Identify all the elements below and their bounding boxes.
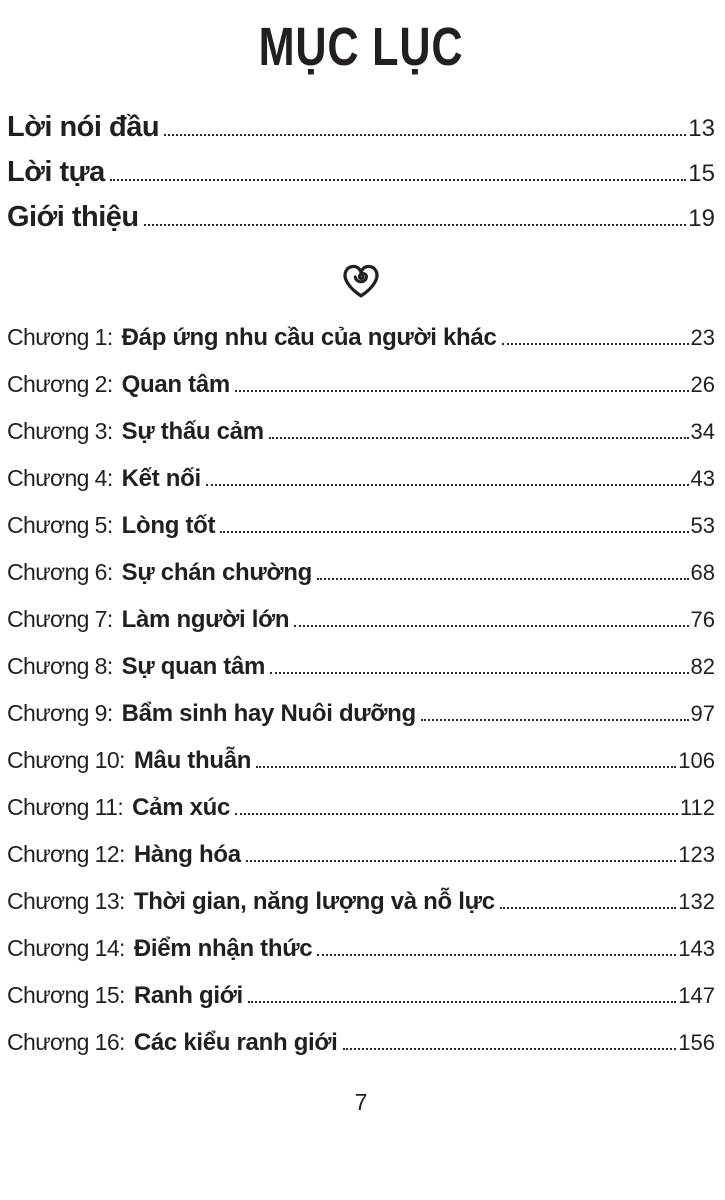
dot-leader xyxy=(248,1001,676,1003)
chapter-page-number: 23 xyxy=(690,325,715,350)
chapters-section xyxy=(7,324,715,1076)
chapter-title: Bẩm sinh hay Nuôi dưỡng xyxy=(121,700,416,727)
page-number: 15 xyxy=(688,160,715,187)
chapter-title: Hàng hóa xyxy=(133,841,241,868)
chapter-row xyxy=(7,700,715,747)
chapter-title: Sự quan tâm xyxy=(121,653,266,680)
chapter-title: Cảm xúc xyxy=(132,794,231,821)
chapter-page-number: 76 xyxy=(690,607,715,632)
toc-entry xyxy=(7,111,715,156)
chapter-label: Chương 5: xyxy=(7,512,113,538)
chapter-title: Thời gian, năng lượng và nỗ lực xyxy=(133,888,495,915)
chapter-page-number: 68 xyxy=(690,560,715,585)
chapter-title: Các kiểu ranh giới xyxy=(133,1029,338,1056)
chapter-page-number: 43 xyxy=(690,466,715,491)
chapter-title: Ranh giới xyxy=(133,982,243,1009)
front-matter-label: Lời nói đầu xyxy=(7,111,160,143)
footer-page-number: 7 xyxy=(354,1089,368,1115)
chapter-row xyxy=(7,465,715,512)
dot-leader xyxy=(235,813,678,815)
chapter-row xyxy=(7,1029,715,1076)
chapter-page-number: 82 xyxy=(690,654,715,679)
dot-leader xyxy=(421,719,689,721)
dot-leader xyxy=(220,531,688,533)
chapter-page-number: 123 xyxy=(678,842,715,867)
dot-leader xyxy=(256,766,676,768)
dot-leader xyxy=(317,578,689,580)
dot-leader xyxy=(206,484,689,486)
front-matter-section xyxy=(7,111,715,246)
chapter-row xyxy=(7,747,715,794)
chapter-label: Chương 2: xyxy=(7,371,113,397)
chapter-label: Chương 9: xyxy=(7,700,113,726)
chapter-row xyxy=(7,982,715,1029)
chapter-page-number: 53 xyxy=(690,513,715,538)
chapter-label: Chương 7: xyxy=(7,606,113,632)
chapter-label: Chương 11: xyxy=(7,794,124,820)
chapter-label: Chương 1: xyxy=(7,324,113,350)
dot-leader xyxy=(343,1048,677,1050)
chapter-row xyxy=(7,841,715,888)
page-title-text: MỤC LỤC xyxy=(258,17,464,77)
chapter-page-number: 112 xyxy=(679,795,715,820)
chapter-label: Chương 4: xyxy=(7,465,113,491)
dot-leader xyxy=(246,860,677,862)
chapter-page-number: 34 xyxy=(690,419,715,444)
toc-entry xyxy=(7,156,715,201)
chapter-label: Chương 13: xyxy=(7,888,125,914)
chapter-page-number: 132 xyxy=(678,889,715,914)
chapter-row xyxy=(7,888,715,935)
section-divider xyxy=(7,256,715,302)
chapter-label: Chương 12: xyxy=(7,841,125,867)
dot-leader xyxy=(317,954,676,956)
chapter-page-number: 97 xyxy=(690,701,715,726)
chapter-title: Mâu thuẫn xyxy=(133,747,252,774)
chapter-page-number: 26 xyxy=(690,372,715,397)
dot-leader xyxy=(502,343,689,345)
dot-leader xyxy=(270,672,688,674)
dot-leader xyxy=(144,224,687,226)
chapter-page-number: 156 xyxy=(678,1030,715,1055)
dot-leader xyxy=(110,179,687,181)
dot-leader xyxy=(294,625,688,627)
chapter-label: Chương 10: xyxy=(7,747,125,773)
chapter-title: Quan tâm xyxy=(121,371,230,398)
chapter-page-number: 143 xyxy=(678,936,715,961)
chapter-title: Điểm nhận thức xyxy=(133,935,313,962)
page-number: 13 xyxy=(688,115,715,142)
chapter-label: Chương 8: xyxy=(7,653,113,679)
chapter-row xyxy=(7,324,715,371)
dot-leader xyxy=(500,907,677,909)
chapter-title: Kết nối xyxy=(121,465,201,492)
front-matter-label: Lời tựa xyxy=(7,156,105,188)
dot-leader xyxy=(235,390,689,392)
front-matter-label: Giới thiệu xyxy=(7,201,139,233)
page-title xyxy=(7,17,715,77)
chapter-row xyxy=(7,559,715,606)
toc-entry xyxy=(7,201,715,246)
chapter-label: Chương 14: xyxy=(7,935,125,961)
chapter-row xyxy=(7,418,715,465)
chapter-row xyxy=(7,606,715,653)
chapter-row xyxy=(7,653,715,700)
page-number: 19 xyxy=(688,205,715,232)
heart-spiral-icon xyxy=(338,256,384,302)
chapter-label: Chương 16: xyxy=(7,1029,125,1055)
chapter-row xyxy=(7,371,715,418)
chapter-page-number: 147 xyxy=(678,983,715,1008)
chapter-title: Lòng tốt xyxy=(121,512,216,539)
chapter-title: Đáp ứng nhu cầu của người khác xyxy=(121,324,497,351)
dot-leader xyxy=(164,134,686,136)
chapter-label: Chương 15: xyxy=(7,982,125,1008)
chapter-row xyxy=(7,794,715,841)
chapter-title: Sự thấu cảm xyxy=(121,418,264,445)
chapter-page-number: 106 xyxy=(678,748,715,773)
chapter-row xyxy=(7,512,715,559)
dot-leader xyxy=(269,437,689,439)
chapter-label: Chương 3: xyxy=(7,418,113,444)
chapter-title: Làm người lớn xyxy=(121,606,290,633)
chapter-row xyxy=(7,935,715,982)
chapter-label: Chương 6: xyxy=(7,559,113,585)
chapter-title: Sự chán chường xyxy=(121,559,312,586)
